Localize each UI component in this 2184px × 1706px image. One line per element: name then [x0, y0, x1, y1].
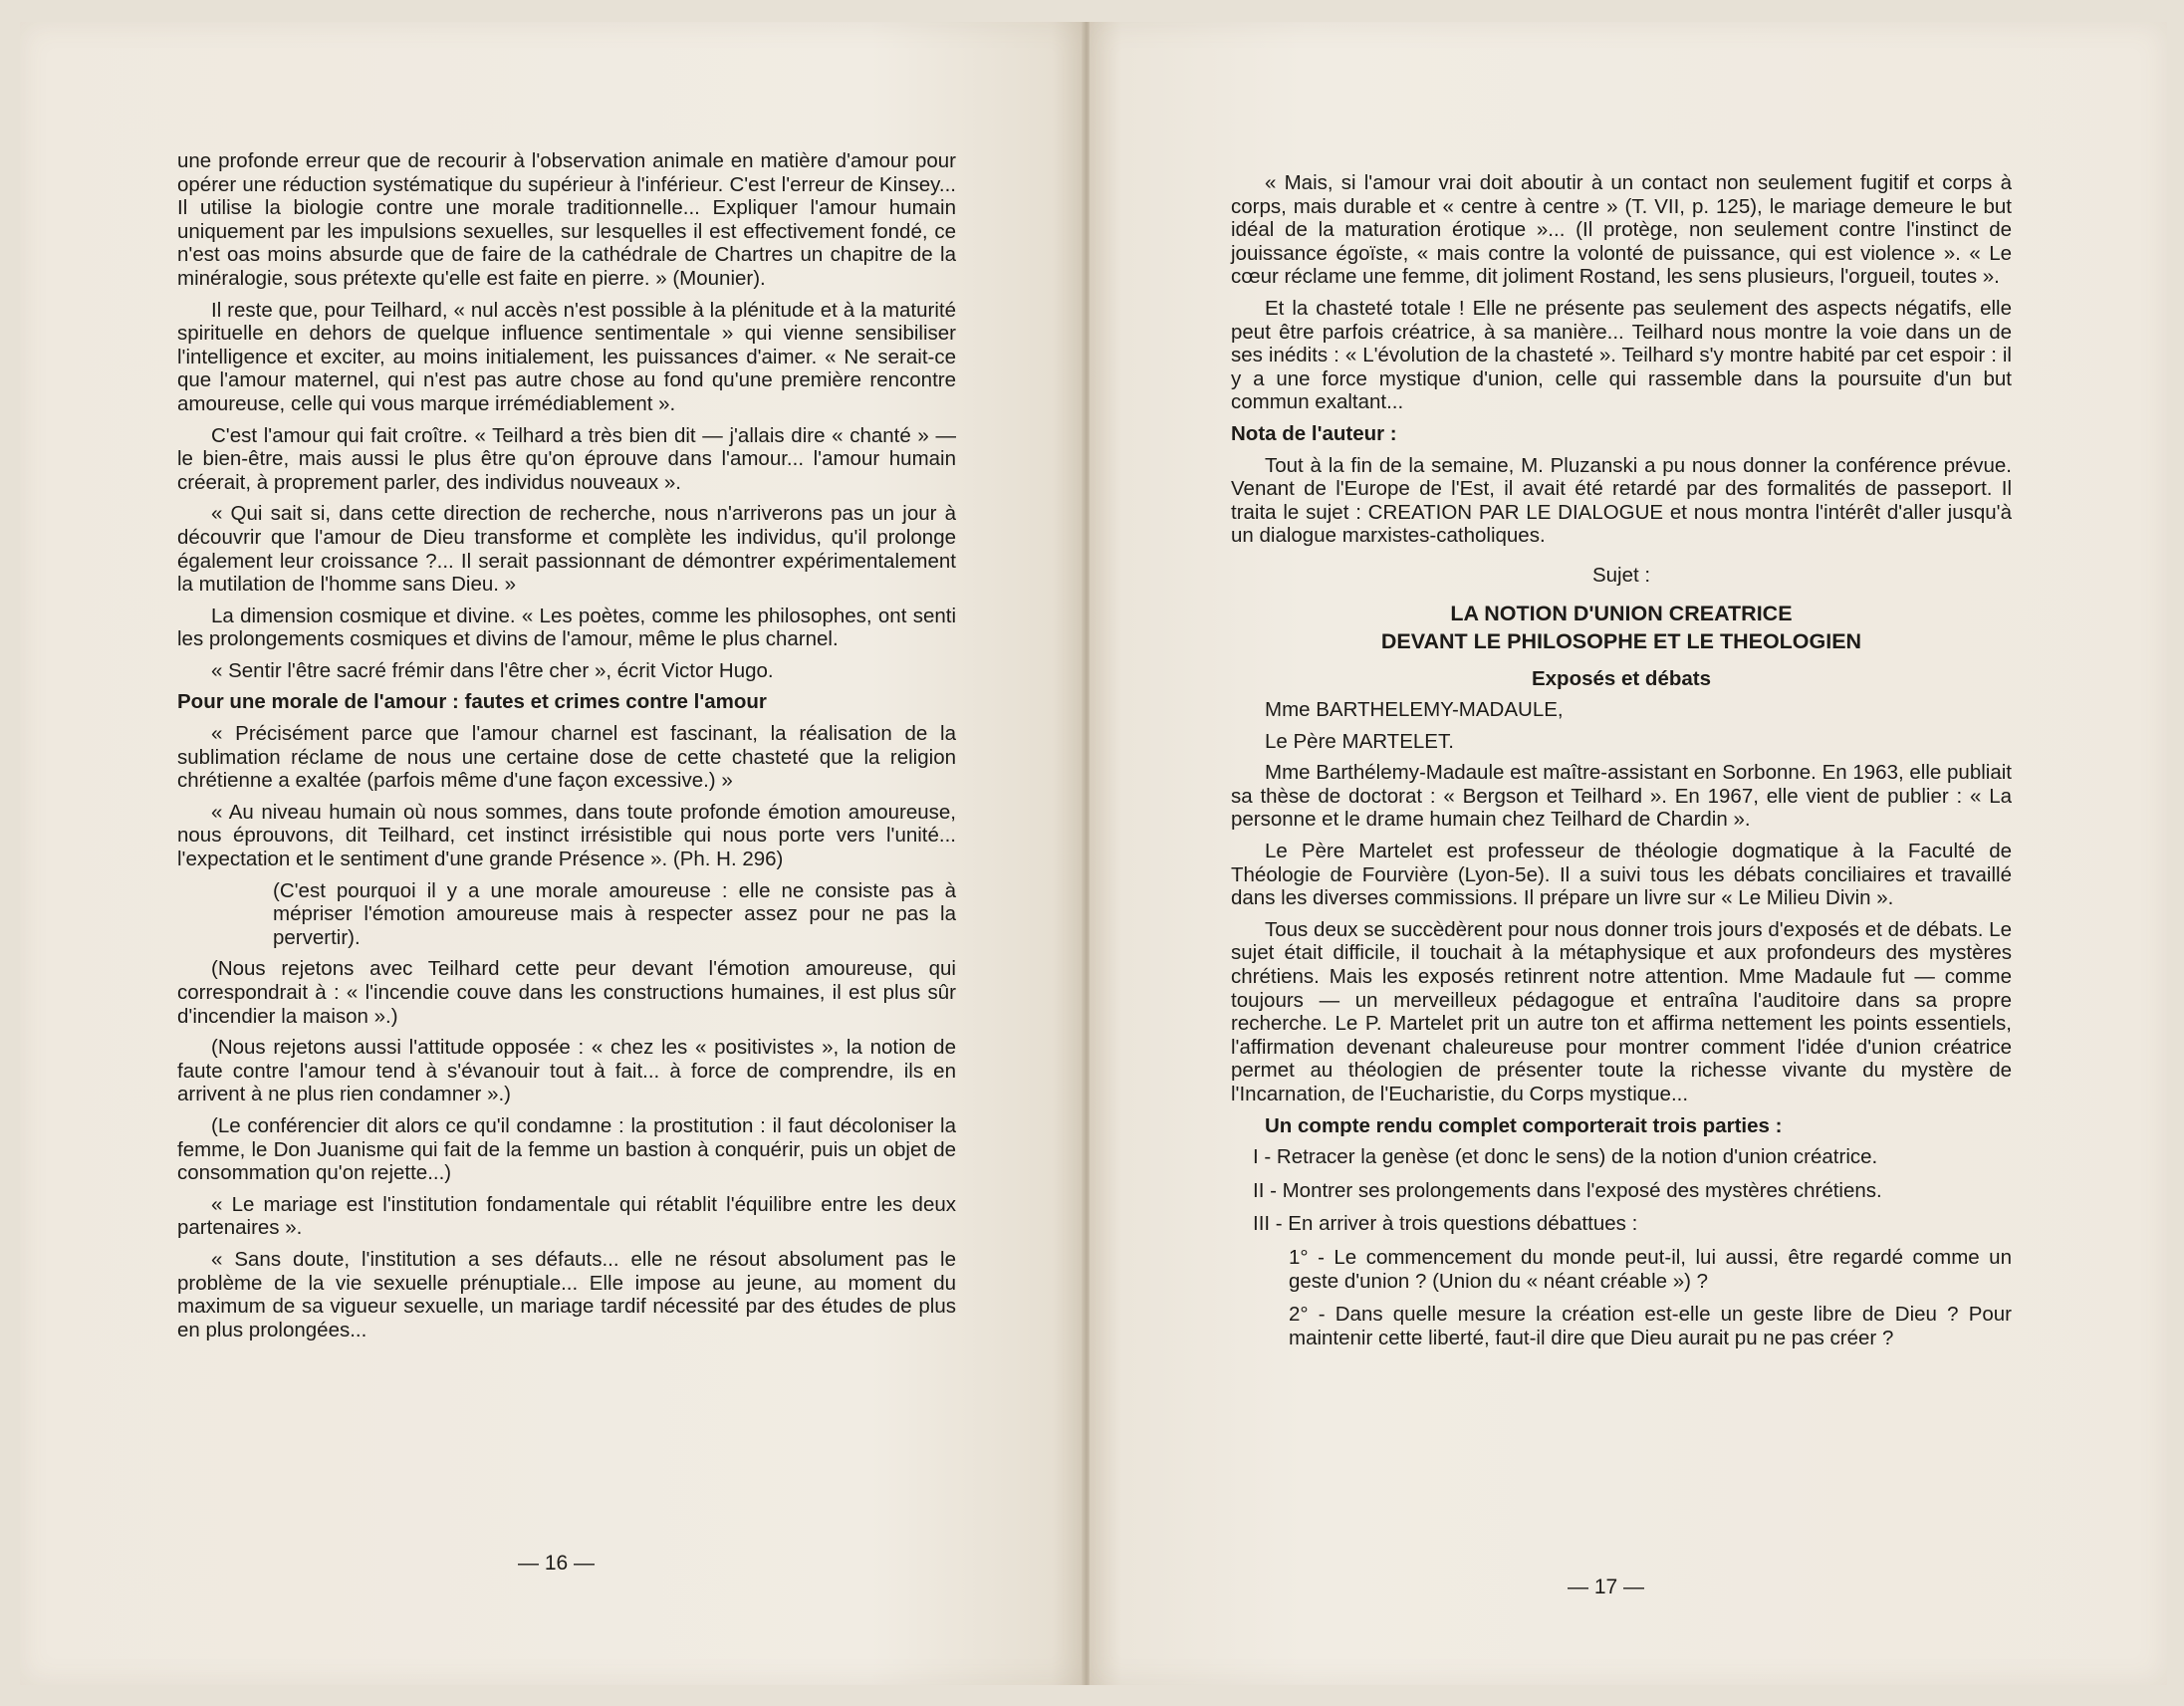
right-text-column — [1231, 171, 2012, 1359]
list-item-text: 2° - Dans quelle mesure la création est-elle un geste libre de Dieu ? Pour maintenir cette liberté, faut-il dire que Dieu aurait pu ne pas créer ? — [1289, 1303, 2012, 1349]
list-item-text: 1° - Le commencement du monde peut-il, lui aussi, être regardé comme un geste d'union ? (Union du « néant créable ») ? — [1289, 1245, 2012, 1293]
indented-note: (C'est pourquoi il y a une morale amoureuse : elle ne consiste pas à mépriser l'émotion amoureuse mais à respecter assez pour ne pas la pervertir). — [273, 878, 956, 949]
paragraph: « Sentir l'être sacré frémir dans l'être cher », écrit Victor Hugo. — [211, 658, 774, 682]
paragraph: « Sans doute, l'institution a ses défauts... elle ne résout absolument pas le problème de la vie sexuelle prénuptiale... Elle impose au jeune, au moment du maximum de sa vigueur sexuelle, un mariage tardif nécessité par des études de plus en plus prolongées... — [177, 1247, 956, 1341]
paragraph: (Nous rejetons avec Teilhard cette peur devant l'émotion amoureuse, qui correspondrait à : « l'incendie couve dans les constructions humaines, il est plus sûr d'incendier la maison ».) — [177, 957, 956, 1028]
list-item — [1253, 1145, 2012, 1169]
sub-list-item — [1289, 1303, 2012, 1349]
paragraph: « Mais, si l'amour vrai doit aboutir à un contact non seulement fugitif et corps à corps, mais durable et « centre à centre » (T. VII, p. 125), le mariage demeure le but idéal de la maturation érotique »... (Il protège, non seulement contre l'instinct de jouissance égoïste, « mais contre la volonté de puissance, qui est violence ». « Le cœur réclame une femme, dit joliment Rostand, les sens plusieurs, l'orgueil, toutes ». — [1231, 171, 2012, 289]
paragraph: Tout à la fin de la semaine, M. Pluzanski a pu nous donner la conférence prévue. Venant de l'Europe de l'Est, il avait été retardé par des formalités de passeport. Il traita le sujet : CREATION PAR LE DIALOGUE et nous montra l'intérêt d'aller jusqu'à un dialogue marxistes-catholiques. — [1231, 453, 2012, 548]
paragraph: « Le mariage est l'institution fondamentale qui rétablit l'équilibre entre les deux partenaires ». — [177, 1192, 956, 1240]
paragraph: « Au niveau humain où nous sommes, dans toute profonde émotion amoureuse, nous éprouvons, dit Teilhard, cet instinct irrésistible qui nous porte vers l'unité... l'expectation et le sentiment d'une grande Présence ». (Ph. H. 296) — [177, 800, 956, 871]
list-item — [1253, 1179, 2012, 1203]
list-item-text: I - Retracer la genèse (et donc le sens) de la notion d'union créatrice. — [1253, 1145, 1878, 1169]
paragraph: Mme Barthélemy-Madaule est maître-assistant en Sorbonne. En 1963, elle publiait sa thèse de doctorat : « Bergson et Teilhard ». En 1967, elle vient de publier : « La personne et le drame humain chez Teilhard de Chardin ». — [1231, 761, 2012, 832]
section-heading: Nota de l'auteur : — [1231, 421, 1397, 445]
paragraph: Et la chasteté totale ! Elle ne présente pas seulement des aspects négatifs, elle peut être parfois créatrice, à sa manière... Teilhard nous montre la voie dans un de ses inédits : « L'évolution de la chasteté ». Teilhard s'y montre habité par cet espoir : il y a une force mystique d'union, celle qui rassemble dans la poursuite d'un but commun exaltant... — [1231, 296, 2012, 414]
speaker-name: Le Père MARTELET. — [1265, 729, 1454, 753]
subject-title-line: LA NOTION D'UNION CREATRICE — [1450, 601, 1793, 625]
right-page — [1090, 22, 2167, 1685]
left-text-column — [177, 149, 956, 1349]
page-number: — 17 — — [1568, 1576, 1645, 1598]
subject-title — [1231, 600, 2012, 655]
sub-list-item — [1289, 1246, 2012, 1293]
list-item-text: III - En arriver à trois questions débattues : — [1253, 1212, 1638, 1236]
list-item — [1253, 1212, 2012, 1236]
paragraph: une profonde erreur que de recourir à l'observation animale en matière d'amour pour opérer une réduction systématique du supérieur à l'inférieur. C'est l'erreur de Kinsey... Il utilise la biologie contre une morale traditionnelle... Expliquer l'amour humain uniquement par les impulsions sexuelles, sur lesquelles il est effectivement fondé, ce n'est oas moins absurde que de faire de la cathédrale de Chartres un chapitre de la minéralogie, sous prétexte qu'elle est faite en pierre. » (Mounier). — [177, 149, 956, 290]
subject-label: Sujet : — [1591, 563, 1651, 587]
paragraph: « Qui sait si, dans cette direction de recherche, nous n'arriverons pas un jour à découvrir que l'amour de Dieu transforme et complète les individus, qu'il prolonge également leur croissance ?... Il serait passionnant de démontrer expérimentalement la mutilation de l'homme sans Dieu. » — [177, 502, 956, 597]
paragraph: C'est l'amour qui fait croître. « Teilhard a très bien dit — j'allais dire « chanté » — le bien-être, mais aussi le plus être qu'on éprouve dans l'amour... l'amour humain créerait, à proprement parler, des individus nouveaux ». — [177, 423, 956, 494]
page-number: — 16 — — [518, 1552, 596, 1575]
paragraph: Tous deux se succèdèrent pour nous donner trois jours d'exposés et de débats. Le sujet était difficile, il touchait à la métaphysique et aux profondeurs des mystères chrétiens. Mais les exposés retinrent notre attention. Mme Madaule fut — comme toujours — un merveilleux pédagogue et entraîna l'auditoire dans sa propre recherche. Le P. Martelet prit un autre ton et affirma nettement les points essentiels, l'affirmation devenant chaleureuse pour montrer comment l'idée d'union créatrice permet au théologien de présenter toute la richesse vivante du mystère de l'Incarnation, de l'Eucharistie, du Corps mystique... — [1231, 917, 2012, 1105]
paragraph: « Précisément parce que l'amour charnel est fascinant, la réalisation de la sublimation réclame de nous une certaine dose de cette chasteté que la religion chrétienne a exaltée (parfois même d'une façon excessive.) » — [177, 722, 956, 793]
list-item-text: II - Montrer ses prolongements dans l'exposé des mystères chrétiens. — [1253, 1178, 1882, 1202]
speaker-name: Mme BARTHELEMY-MADAULE, — [1265, 698, 1564, 722]
paragraph: (Le conférencier dit alors ce qu'il condamne : la prostitution : il faut décoloniser la femme, le Don Juanisme qui fait de la femme un bastion à conquérir, puis un objet de consommation qu'on rejette...) — [177, 1113, 956, 1185]
subheading: Exposés et débats — [1531, 666, 1711, 690]
left-page — [20, 22, 1084, 1685]
paragraph: Il reste que, pour Teilhard, « nul accès n'est possible à la plénitude et à la maturité spirituelle en dehors de quelque influence sentimentale » qui vienne sensibiliser l'intelligence et exciter, au moins initialement, les puissances d'aimer. « Ne serait-ce que l'amour maternel, qui n'est pas autre chose au fond qu'une première rencontre amoureuse, celle qui vous marque irrémédiablement ». — [177, 298, 956, 415]
section-heading: Pour une morale de l'amour : fautes et crimes contre l'amour — [177, 690, 767, 714]
subject-title-line: DEVANT LE PHILOSOPHE ET LE THEOLOGIEN — [1380, 628, 1862, 653]
paragraph: (Nous rejetons aussi l'attitude opposée : « chez les « positivistes », la notion de faute contre l'amour tend à s'évanouir tout à fait... à force de comprendre, ils en arrivent à ne plus rien condamner ».) — [177, 1036, 956, 1106]
section-heading: Un compte rendu complet comporterait trois parties : — [1265, 1113, 1783, 1137]
paragraph: Le Père Martelet est professeur de théologie dogmatique à la Faculté de Théologie de Fourvière (Lyon-5e). Il a suivi tous les débats conciliaires et travaillé dans les diverses commissions. Il prépare un livre sur « Le Milieu Divin ». — [1231, 840, 2012, 910]
paragraph: La dimension cosmique et divine. « Les poètes, comme les philosophes, ont senti les prolongements cosmiques et divins de l'amour, même le plus charnel. — [177, 604, 956, 651]
